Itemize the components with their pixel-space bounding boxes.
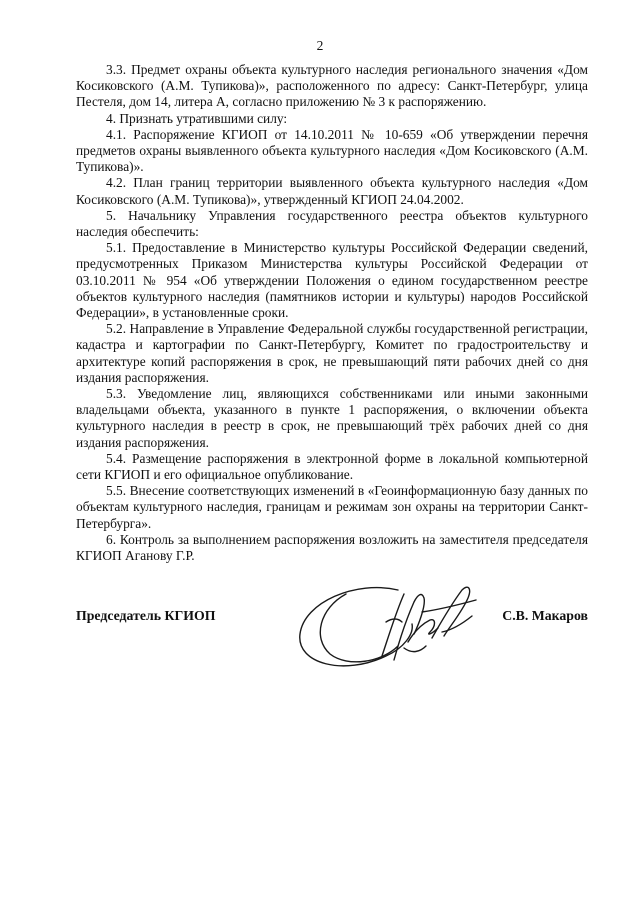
signer-title: Председатель КГИОП bbox=[76, 608, 216, 623]
document-body bbox=[76, 62, 588, 564]
signer-name: С.В. Макаров bbox=[502, 608, 588, 623]
paragraph-5: 5. Начальнику Управления государственного реестра объектов культурного наследия обеспечить: bbox=[76, 207, 588, 240]
paragraph-4-2: 4.2. План границ территории выявленного объекта культурного наследия «Дом Косиковского (А.М. Тупикова)», утвержденный КГИОП 24.04.2002. bbox=[76, 175, 588, 207]
paragraph-5-5: 5.5. Внесение соответствующих изменений в «Геоинформационную базу данных по объектам культурного наследия, границам и режимам зон охраны на территории Санкт-Петербурга». bbox=[76, 483, 588, 531]
handwritten-signature bbox=[286, 572, 516, 692]
page-number: 2 bbox=[316, 38, 324, 53]
paragraph-5-1: 5.1. Предоставление в Министерство культуры Российской Федерации сведений, предусмотренных Приказом Министерства культуры Российской Федерации от 03.10.2011 № 954 «Об утверждении Положения о едином государственном реестре объектов культурного наследия (памятников истории и культуры) народов Российской Федерации», в установленные сроки. bbox=[76, 240, 588, 321]
paragraph-6: 6. Контроль за выполнением распоряжения возложить на заместителя председателя КГИОП Аганову Г.Р. bbox=[76, 531, 588, 564]
signature-block bbox=[76, 600, 588, 690]
paragraph-5-4: 5.4. Размещение распоряжения в электронной форме в локальной компьютерной сети КГИОП и его официальное опубликование. bbox=[76, 450, 588, 483]
paragraph-3-3: 3.3. Предмет охраны объекта культурного наследия регионального значения «Дом Косиковского (А.М. Тупикова)», расположенного по адресу: Санкт-Петербург, улица Пестеля, дом 14, литера А, согласно приложению № 3 к распоряжению. bbox=[76, 62, 588, 110]
paragraph-4: 4. Признать утратившими силу: bbox=[106, 110, 288, 126]
paragraph-5-3: 5.3. Уведомление лиц, являющихся собственниками или иными законными владельцами объекта, указанного в пункте 1 распоряжения, о включении объекта культурного наследия в реестр в срок, не превышающий трёх рабочих дней со дня издания распоряжения. bbox=[76, 386, 588, 450]
paragraph-5-2: 5.2. Направление в Управление Федеральной службы государственной регистрации, кадастра и картографии по Санкт-Петербургу, Комитет по градостроительству и архитектуре копий распоряжения в срок, не превышающий пяти рабочих дней со дня издания распоряжения. bbox=[76, 321, 588, 385]
paragraph-4-1: 4.1. Распоряжение КГИОП от 14.10.2011 № 10-659 «Об утверждении перечня предметов охраны выявленного объекта культурного наследия «Дом Косиковского (А.М. Тупикова)». bbox=[76, 126, 588, 175]
